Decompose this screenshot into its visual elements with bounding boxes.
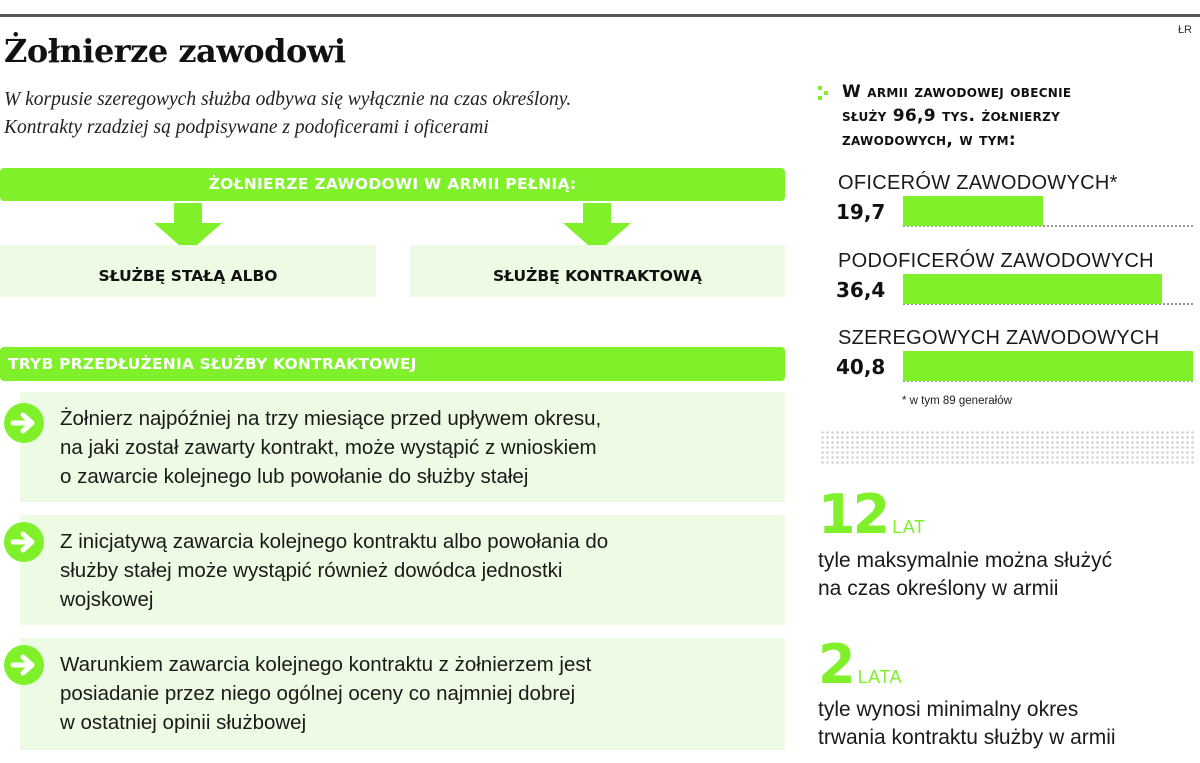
rule-item: [20, 392, 785, 502]
page-title: Żołnierze zawodowi: [4, 32, 346, 70]
rule-item: [20, 515, 785, 625]
fact-unit: LAT: [892, 517, 926, 537]
source-label: ŁR: [1177, 24, 1192, 36]
rule-line: o zawarcie kolejnego lub powołanie do służby stałej: [60, 465, 529, 488]
rule-line: w ostatniej opinii służbowej: [60, 711, 307, 734]
fact-number: 12: [818, 483, 888, 546]
bar-category-label: SZEREGOWYCH ZAWODOWYCH: [838, 327, 1160, 349]
dots-icon: [818, 86, 832, 102]
rule-text: [60, 650, 591, 737]
bar-category-label: OFICERÓW ZAWODOWYCH*: [838, 172, 1118, 194]
roles-banner: ŻOŁNIERZE ZAWODOWI W ARMII PEŁNIĄ:: [0, 168, 785, 201]
top-rule: [0, 14, 1200, 17]
arrow-right-icon: [4, 522, 44, 562]
arrow-right-icon: [4, 645, 44, 685]
rule-line: Warunkiem zawarcia kolejnego kontraktu z żołnierzem jest: [60, 653, 592, 676]
subtitle-line: W korpusie szeregowych służba odbywa się wyłącznie na czas określony.: [4, 89, 572, 110]
bar-category-label: PODOFICERÓW ZAWODOWYCH: [838, 250, 1154, 272]
role-contract-service: SŁUŻBĘ KONTRAKTOWĄ: [410, 245, 785, 297]
chart-title-line: zawodowych, w tym:: [842, 130, 1016, 150]
rule-text: [60, 527, 608, 614]
rule-line: służby stałej może wystąpić również dowódca jednostki: [60, 559, 563, 582]
rule-text: [60, 404, 601, 491]
subtitle-line: Kontrakty rzadziej są podpisywane z podoficerami i oficerami: [4, 117, 489, 138]
fact-block: [818, 633, 903, 696]
fact-number: 2: [818, 633, 853, 696]
rule-line: wojskowej: [60, 588, 154, 611]
fact-description-line: trwania kontraktu służby w armii: [818, 726, 1116, 749]
rule-line: Żołnierz najpóźniej na trzy miesiące przed upływem okresu,: [60, 407, 602, 430]
rule-line: Z inicjatywą zawarcia kolejnego kontraktu albo powołania do: [60, 530, 609, 553]
extension-banner: TRYB PRZEDŁUŻENIA SŁUŻBY KONTRAKTOWEJ: [0, 347, 785, 381]
rule-line: posiadanie przez niego ogólnej oceny co najmniej dobrej: [60, 682, 576, 705]
bar-value-label: 19,7: [836, 200, 886, 224]
chart-title-line: służy 96,9 tys. żołnierzy: [842, 106, 1061, 126]
fact-description: [818, 696, 1116, 752]
fact-description-line: tyle maksymalnie można służyć: [818, 549, 1113, 572]
rule-item: [20, 638, 785, 750]
fact-description-line: tyle wynosi minimalny okres: [818, 698, 1079, 721]
bar: [903, 196, 1043, 226]
bar-value-label: 36,4: [836, 278, 886, 302]
rule-line: na jaki został zawarty kontrakt, może wystąpić z wnioskiem: [60, 436, 597, 459]
chart-footnote: * w tym 89 generałów: [902, 395, 1012, 407]
subtitle: [4, 86, 744, 142]
bar-value-label: 40,8: [836, 355, 886, 379]
fact-block: [818, 483, 926, 546]
bar: [903, 274, 1162, 304]
arrow-right-icon: [4, 403, 44, 443]
role-permanent-service: SŁUŻBĘ STAŁĄ ALBO: [0, 245, 376, 297]
bar: [903, 351, 1193, 381]
fact-description: [818, 547, 1112, 603]
fact-description-line: na czas określony w armii: [818, 577, 1059, 600]
fact-unit: LATA: [857, 667, 903, 687]
dot-pattern-divider: [820, 430, 1195, 466]
chart-title-line: W armii zawodowej obecnie: [842, 82, 1072, 102]
